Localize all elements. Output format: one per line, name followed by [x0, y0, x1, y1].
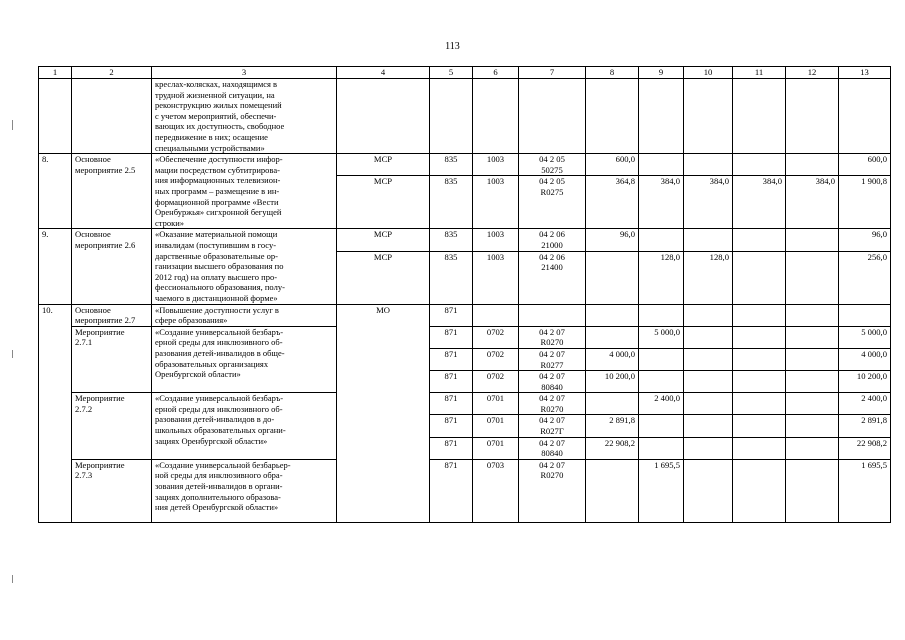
- value-cell: 10 200,0: [586, 371, 639, 393]
- executor-cell: МСР: [337, 251, 430, 304]
- value-cell: 128,0: [684, 251, 733, 304]
- measure-description: «Создание универсальной безбарьер- ной среды для инклюзивного обра- зования детей-инвалидов в органи- зациях дополнительного образова- ния детей Оренбургской области»: [152, 459, 337, 522]
- total-cell: 96,0: [839, 229, 891, 251]
- value-cell: [684, 415, 733, 437]
- total-cell: 256,0: [839, 251, 891, 304]
- value-cell: [786, 251, 839, 304]
- column-number: 2: [72, 67, 152, 79]
- csr-cell: 04 2 06 21000: [519, 229, 586, 251]
- column-number: 6: [473, 67, 519, 79]
- rzpr-cell: 1003: [473, 251, 519, 304]
- executor-cell: МСР: [337, 229, 430, 251]
- rzpr-cell: 0702: [473, 326, 519, 348]
- grbs-cell: 871: [430, 459, 473, 522]
- rzpr-cell: 0702: [473, 348, 519, 370]
- csr-cell: 04 2 07 R0270: [519, 459, 586, 522]
- measure-description: «Оказание материальной помощи инвалидам (поступившим в госу- дарственные образовательные ор- ганизации высшего образования по 2012 год) на оплату высшего про- фессионального образования, полу- чаемого в дистанционной форме»: [152, 229, 337, 304]
- column-number: 3: [152, 67, 337, 79]
- measure-name: Основное мероприятие 2.7: [72, 304, 152, 326]
- value-cell: [786, 459, 839, 522]
- value-cell: [639, 348, 684, 370]
- total-cell: 5 000,0: [839, 326, 891, 348]
- value-cell: 1 695,5: [639, 459, 684, 522]
- value-cell: [786, 415, 839, 437]
- value-cell: 600,0: [586, 154, 639, 176]
- csr-cell: 04 2 07 R0270: [519, 326, 586, 348]
- value-cell: [684, 348, 733, 370]
- rzpr-cell: 1003: [473, 154, 519, 176]
- value-cell: [586, 251, 639, 304]
- measure-description: «Обеспечение доступности инфор- мации посредством субтитрирова- ния информационных телевизион- ных программ – размещение в ин- формационной программе «Вести Оренбуржья» сигхронной бегущей строки»: [152, 154, 337, 229]
- table-row: [39, 459, 891, 522]
- value-cell: [733, 437, 786, 459]
- grbs-cell: 871: [430, 326, 473, 348]
- total-cell: 22 908,2: [839, 437, 891, 459]
- total-cell: 1 695,5: [839, 459, 891, 522]
- margin-mark: [12, 350, 13, 358]
- column-number: 4: [337, 67, 430, 79]
- value-cell: [684, 371, 733, 393]
- grbs-cell: 835: [430, 251, 473, 304]
- measure-name: Мероприятие 2.7.3: [72, 459, 152, 522]
- column-number: 9: [639, 67, 684, 79]
- value-cell: [733, 371, 786, 393]
- value-cell: 5 000,0: [639, 326, 684, 348]
- value-cell: 384,0: [639, 176, 684, 229]
- margin-mark: [12, 575, 13, 583]
- value-cell: [684, 326, 733, 348]
- grbs-cell: 835: [430, 229, 473, 251]
- value-cell: [586, 326, 639, 348]
- csr-cell: 04 2 06 21400: [519, 251, 586, 304]
- value-cell: [786, 393, 839, 415]
- total-cell: 600,0: [839, 154, 891, 176]
- value-cell: 2 891,8: [586, 415, 639, 437]
- value-cell: [786, 348, 839, 370]
- value-cell: [733, 348, 786, 370]
- value-cell: 96,0: [586, 229, 639, 251]
- value-cell: [733, 154, 786, 176]
- grbs-cell: 871: [430, 437, 473, 459]
- value-cell: [639, 371, 684, 393]
- total-cell: 10 200,0: [839, 371, 891, 393]
- value-cell: 384,0: [684, 176, 733, 229]
- csr-cell: 04 2 07 R0277: [519, 348, 586, 370]
- measure-description: «Создание универсальной безбаръ- ерной среды для инклюзивного об- разования детей-инвалидов в до- школьных образовательных органи- зациях Оренбургской области»: [152, 393, 337, 460]
- value-cell: [786, 154, 839, 176]
- column-number: 7: [519, 67, 586, 79]
- value-cell: [786, 371, 839, 393]
- measure-name: Мероприятие 2.7.2: [72, 393, 152, 460]
- row-number: 9.: [39, 229, 72, 304]
- value-cell: [733, 459, 786, 522]
- table-row: [39, 79, 891, 154]
- column-number: 13: [839, 67, 891, 79]
- value-cell: [586, 393, 639, 415]
- value-cell: 364,8: [586, 176, 639, 229]
- rzpr-cell: 0701: [473, 415, 519, 437]
- measure-name: Основное мероприятие 2.5: [72, 154, 152, 229]
- measure-description: креслах-колясках, находящимся в трудной жизненной ситуации, на реконструкцию жилых помещений с учетом мероприятий, обеспечи- вающих их доступность, свободное передвижение в них; осащение специальными устройствами»: [152, 79, 337, 154]
- measure-name: Основное мероприятие 2.6: [72, 229, 152, 304]
- table-row: [39, 154, 891, 176]
- csr-cell: 04 2 05 R0275: [519, 176, 586, 229]
- column-number: 10: [684, 67, 733, 79]
- csr-cell: 04 2 07 80840: [519, 437, 586, 459]
- value-cell: [586, 459, 639, 522]
- column-number: 8: [586, 67, 639, 79]
- value-cell: [733, 393, 786, 415]
- total-cell: 2 891,8: [839, 415, 891, 437]
- total-cell: 1 900,8: [839, 176, 891, 229]
- value-cell: [684, 393, 733, 415]
- value-cell: [786, 229, 839, 251]
- measure-description: «Повышение доступности услуг в сфере образования»: [152, 304, 337, 326]
- value-cell: [684, 437, 733, 459]
- column-number: 1: [39, 67, 72, 79]
- table-row: [39, 229, 891, 251]
- grbs-cell: 871: [430, 304, 473, 326]
- column-number: 5: [430, 67, 473, 79]
- value-cell: 22 908,2: [586, 437, 639, 459]
- row-number: 10.: [39, 304, 72, 522]
- row-number: 8.: [39, 154, 72, 229]
- total-cell: 4 000,0: [839, 348, 891, 370]
- value-cell: [733, 251, 786, 304]
- value-cell: [733, 326, 786, 348]
- margin-mark: [12, 120, 13, 130]
- value-cell: 128,0: [639, 251, 684, 304]
- value-cell: 2 400,0: [639, 393, 684, 415]
- value-cell: [684, 154, 733, 176]
- rzpr-cell: 1003: [473, 176, 519, 229]
- value-cell: 4 000,0: [586, 348, 639, 370]
- table-row: [39, 393, 891, 415]
- value-cell: [786, 326, 839, 348]
- executor-cell: МСР: [337, 154, 430, 176]
- value-cell: 384,0: [786, 176, 839, 229]
- value-cell: [733, 229, 786, 251]
- value-cell: [786, 437, 839, 459]
- column-number: 12: [786, 67, 839, 79]
- budget-table: [38, 66, 891, 523]
- grbs-cell: 871: [430, 371, 473, 393]
- page-number: 113: [445, 41, 460, 52]
- executor-cell: МСР: [337, 176, 430, 229]
- rzpr-cell: 1003: [473, 229, 519, 251]
- csr-cell: 04 2 07 R027Г: [519, 415, 586, 437]
- csr-cell: 04 2 07 R0270: [519, 393, 586, 415]
- grbs-cell: 835: [430, 154, 473, 176]
- grbs-cell: 871: [430, 415, 473, 437]
- table-row: [39, 326, 891, 348]
- rzpr-cell: 0702: [473, 371, 519, 393]
- value-cell: [639, 229, 684, 251]
- rzpr-cell: 0701: [473, 437, 519, 459]
- executor-cell: МО: [337, 304, 430, 522]
- column-number: 11: [733, 67, 786, 79]
- value-cell: [639, 437, 684, 459]
- grbs-cell: 871: [430, 393, 473, 415]
- csr-cell: 04 2 07 80840: [519, 371, 586, 393]
- measure-name: Мероприятие 2.7.1: [72, 326, 152, 393]
- value-cell: 384,0: [733, 176, 786, 229]
- value-cell: [684, 229, 733, 251]
- value-cell: [639, 415, 684, 437]
- measure-description: «Создание универсальной безбаръ- ерной среды для инклюзивного об- разования детей-инвалидов в обще- образовательных организациях Оренбургской области»: [152, 326, 337, 393]
- grbs-cell: 871: [430, 348, 473, 370]
- grbs-cell: 835: [430, 176, 473, 229]
- total-cell: 2 400,0: [839, 393, 891, 415]
- value-cell: [639, 154, 684, 176]
- value-cell: [684, 459, 733, 522]
- rzpr-cell: 0703: [473, 459, 519, 522]
- csr-cell: 04 2 05 50275: [519, 154, 586, 176]
- rzpr-cell: 0701: [473, 393, 519, 415]
- value-cell: [733, 415, 786, 437]
- table-row: [39, 304, 891, 326]
- column-number-row: [39, 67, 891, 79]
